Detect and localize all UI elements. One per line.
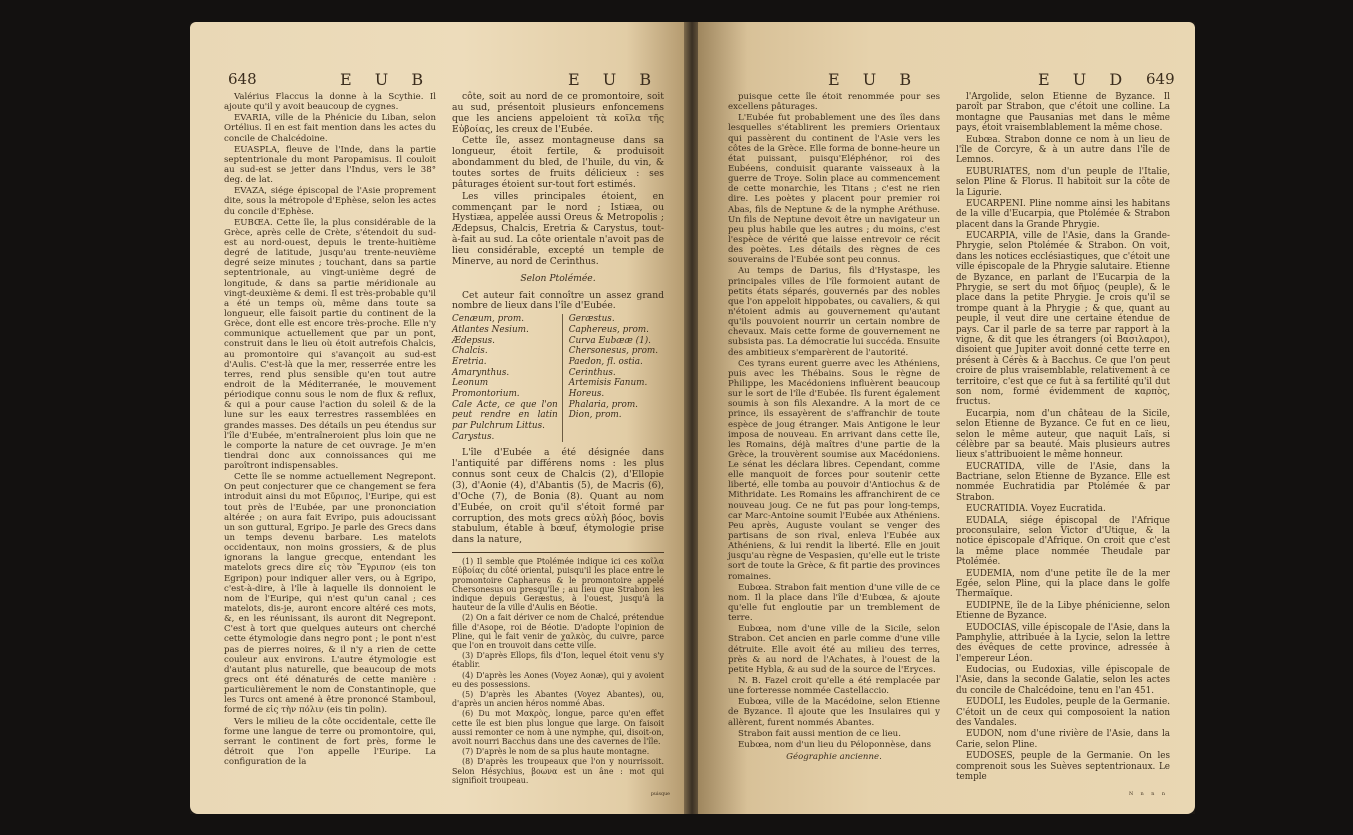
- paragraph: EUDALA, siége épiscopal de l'Afrique proconsulaire, selon Victor d'Utique, & la notice épiscopale d'Afrique. On croit que c'est la même place nommée Theudale par Ptolémée.: [956, 515, 1170, 568]
- running-head: E U B: [568, 70, 661, 89]
- paragraph: Cette île, assez montagneuse dans sa longueur, étoit fertile, & produisoit abondamment du bled, de l'huile, du vin, & toutes sortes de fruits délicieux : ses pâturages étoient sur-tout fort estimés.: [452, 135, 664, 190]
- paragraph: EUDIPNE, île de la Libye phénicienne, selon Etienne de Byzance.: [956, 600, 1170, 622]
- text-column: [452, 92, 664, 786]
- place-name: Leonum Promontorium.: [452, 378, 520, 400]
- paragraph: EUCRATIDIA. Voyez Eucratida.: [966, 504, 1106, 515]
- signature-mark: N n n n: [1128, 792, 1168, 797]
- paragraph: EUDEMIA, nom d'une petite île de la mer Egée, selon Pline, qui la place dans le golfe Thermaïque.: [956, 568, 1170, 600]
- paragraph: N. B. Fazel croit qu'elle a été remplacée par une forteresse nommée Castellaccio.: [728, 676, 940, 697]
- paragraph: Strabon fait aussi mention de ce lieu.: [738, 728, 901, 739]
- place-name: Cerinthus.: [568, 367, 616, 378]
- place-name: Carystus.: [452, 431, 495, 442]
- place-name: Cale Acte, ce que l'on peut rendre en latin par Pulchrum Littus.: [452, 399, 558, 432]
- place-name: Paedon, fl. ostia.: [568, 357, 643, 368]
- paragraph: Eucarpia, nom d'un château de la Sicile, selon Etienne de Byzance. Ce fut en ce lieu, selon le même auteur, que naquit Laïs, si célèbre par sa beauté. Mais plusieurs autres lieux s'attribuoient le même honneur.: [956, 408, 1170, 461]
- running-head: E U B: [340, 70, 433, 89]
- places-column-right: [562, 314, 664, 442]
- footnote: (2) On a fait dériver ce nom de Chalcé, prétendue fille d'Asope, roi de Béotie. D'adopte l'opinion de Pline, qui le fait venir de χαλκὸς, du cuivre, parce que l'on en trouvoit dans cette ville.: [452, 613, 664, 650]
- text-column: [956, 92, 1170, 783]
- place-name: Caphereus, prom.: [568, 325, 649, 335]
- place-name: Ædepsus.: [452, 335, 495, 346]
- page-footer: Géographie ancienne.: [786, 752, 882, 762]
- paragraph: EUDOSES, peuple de la Germanie. On les comprenoit sous les Suèves septentrionaux. Le temple: [956, 751, 1170, 782]
- paragraph: Cette île se nomme actuellement Negrepont. On peut conjecturer que ce changement se fera introduit ainsi du mot Εὔριπος, l'Euripe, qui est tout près de l'Eubée, par une prononciation altérée ; on aura fait Evripo, puis adoucissant un son guttural, Egripo. Je parle des Grecs dans un temps devenu barbare. Les matelots occidentaux, non moins grossiers, & de plus ignorans la langue grecque, entendant les matelots grecs dire εἰς τὸν Ἔγριπον (eis ton Egripon) pour indiquer aller vers, ou à Egripo, c'est-à-dire, à l'île à laquelle ils donnoient le nom de l'Euripe, qui n'est qu'un canal ; ces matelots, dis-je, auront encore altéré ces mots, &, en les réunissant, ils auront dit Negrepont. C'est à tort que quelques auteurs ont cherché cette étymologie dans negro pont ; le pont n'est pas de pierres noires, & il n'y a rien de cette couleur aux environs. L'autre étymologie est d'autant plus naturelle, que beaucoup de mots grecs ont été dénaturés de cette manière : particulièrement le nom de Constantinople, que les Turcs ont amené à être prononcé Stamboul, formé de εἰς τὴν πόλιν (eis tin polin).: [224, 472, 436, 716]
- section-title: Selon Ptolémée.: [520, 272, 596, 284]
- paragraph: Eubœa, nom d'un lieu du Péloponnèse, dans: [738, 739, 932, 750]
- paragraph: Eubœa. Strabon donne ce nom à un lieu de l'île de Corcyre, & à un autre dans l'île de Lemnos.: [956, 134, 1170, 166]
- footnote-divider: [452, 552, 664, 553]
- paragraph: côte, soit au nord de ce promontoire, soit au sud, présentoit plusieurs enfoncemens que les anciens appeloient τὰ κοῖλα τῆς Εὐβοίας, les creux de l'Eubée.: [452, 91, 664, 135]
- paragraph: l'Argolide, selon Etienne de Byzance. Il paroît par Strabon, que c'étoit une colline. La montagne que Pausanias met dans le même pays, étoit vraisemblablement la même chose.: [956, 92, 1170, 134]
- place-name: Chersonesus, prom.: [568, 346, 659, 357]
- place-name: Atlantes Nesium.: [452, 325, 529, 335]
- paragraph: puisque cette île étoit renommée pour ses excellens pâturages.: [728, 92, 940, 113]
- place-name: Amarynthus.: [452, 367, 510, 378]
- place-name: Cenæum, prom.: [452, 314, 524, 325]
- paragraph: EUDOCIAS, ville épiscopale de l'Asie, dans la Pamphylie, attribuée à la Lycie, selon la lettre des évêques de cette province, adressée à l'empereur Léon.: [956, 622, 1170, 664]
- place-name: Chalcis.: [452, 346, 488, 357]
- place-name: Eretria.: [452, 357, 487, 368]
- paragraph: Eubœa. Strabon fait mention d'une ville de ce nom. Il la place dans l'île d'Eubœa, & ajoute qu'elle fut engloutie par un tremblement de terre.: [728, 582, 940, 624]
- paragraph: Au temps de Darius, fils d'Hystaspe, les principales villes de l'île formoient autant de petits états séparés, gouvernés par des nobles que l'on appeloit hippobates, ou cavaliers, & qui n'étoient admis au gouvernement qu'autant qu'ils pouvoient nourrir un certain nombre de chevaux. Mais cette forme de gouvernement ne subsista pas. La démocratie lui succéda. Ensuite des ambitieux s'emparèrent de l'autorité.: [728, 266, 940, 358]
- paragraph: EUCRATIDA, ville de l'Asie, dans la Bactriane, selon Etienne de Byzance. Elle est nommée Euchratidia par Ptolémée & par Strabon.: [956, 461, 1170, 503]
- paragraph: EUDOLI, les Eudoles, peuple de la Germanie. C'étoit un de ceux qui composoient la nation des Vandales.: [956, 697, 1170, 729]
- footnote: (3) D'après Ellops, fils d'Ion, lequel étoit venu s'y établir.: [452, 651, 664, 670]
- paragraph: L'île d'Eubée a été désignée dans l'antiquité par différens noms : les plus connus sont ceux de Chalcis (2), d'Ellopie (3), d'Aonie (4), d'Abantis (5), de Macris (6), d'Oche (7), de Bonia (8). Quant au nom d'Eubée, on croit qu'il s'étoit formé par corruption, des mots grecs αὐλὴ βόος, bovis stabulum, étable à bœuf, étymologie prise dans la nature,: [452, 447, 664, 546]
- paragraph: Cet auteur fait connoître un assez grand nombre de lieux dans l'île d'Eubée.: [452, 289, 664, 312]
- place-name: Artemisis Fanum.: [568, 378, 648, 389]
- paragraph: EVAZA, siége épiscopal de l'Asie proprement dite, sous la métropole d'Ephèse, selon les actes du concile d'Ephèse.: [224, 186, 436, 217]
- footnote: (4) D'après les Aones (Voyez Aonæ), qui y avoient eu des possessions.: [452, 670, 664, 689]
- paragraph: L'Eubée fut probablement une des îles dans lesquelles s'établirent les premiers Orientaux qui passèrent du continent de l'Asie vers les côtes de la Grèce. Elle forma de bonne-heure un état puissant, puisqu'Eléphénor, roi des Eubéens, conduisit quarante vaisseaux à la guerre de Troye. Solin place au commencement de cette monarchie, les Titans ; c'est ne rien dire. Les poètes y placent pour premier roi Abas, fils de Neptune & de la nymphe Aréthuse. Un fils de Neptune devoit être un navigateur un peu plus habile que les autres ; du moins, c'est l'espèce de vérité que laisse entrevoir ce récit des poètes. Les détails des règnes de ces souverains de l'Eubée sont peu connus.: [728, 113, 940, 266]
- paragraph: EVARIA, ville de la Phénicie du Liban, selon Ortélius. Il en est fait mention dans les actes du concile de Chalcédoine.: [224, 113, 436, 144]
- places-table: [452, 314, 664, 442]
- paragraph: EUBURIATES, nom d'un peuple de l'Italie, selon Pline & Florus. Il habitoit sur la côte de la Ligurie.: [956, 166, 1170, 198]
- place-name: Phalaria, prom.: [568, 399, 638, 410]
- book-spread: [190, 22, 1195, 814]
- paragraph: Vers le milieu de la côte occidentale, cette île forme une langue de terre ou promontoire, qui, serrant le continent de fort près, forme le détroit que l'on appelle l'Euripe. La configuration de la: [224, 716, 436, 768]
- paragraph: Eubœa, ville de la Macédoine, selon Etienne de Byzance. Il ajoute que les Insulaires qui y allèrent, furent nommés Abantes.: [728, 697, 940, 728]
- footnote: (6) Du mot Μακρὸς, longue, parce qu'en effet cette île est bien plus longue que large. On faisoit aussi remonter ce nom à une nymphe, qui, disoit-on, avoit nourri Bacchus dans une des cavernes de l'île.: [452, 709, 664, 746]
- footnote: (1) Il semble que Ptolémée indique ici ces κοῖλα Εὐβοίας du côté oriental, puisqu'il les place entre le promontoire Caphareus & le promontoire appelé Chersonesus ou presqu'île ; au lieu que Strabon les indique depuis Geræstus, à l'ouest, jusqu'à la hauteur de la ville d'Aulis en Béotie.: [452, 557, 664, 613]
- paragraph: Eudocias, ou Eudoxias, ville épiscopale de l'Asie, dans la seconde Galatie, selon les actes du concile de Chalcédoine, tenu en l'an 451.: [956, 665, 1170, 696]
- footnote: (5) D'après les Abantes (Voyez Abantes), ou, d'après un ancien héros nommé Abas.: [452, 689, 664, 709]
- paragraph: EUDON, nom d'une rivière de l'Asie, dans la Carie, selon Pline.: [956, 729, 1170, 750]
- page-number: 648: [228, 70, 257, 88]
- footnote: (7) D'après le nom de sa plus haute montagne.: [462, 747, 650, 757]
- page-number: 649: [1146, 70, 1175, 88]
- running-head: E U B: [828, 70, 921, 89]
- paragraph: Ces tyrans eurent guerre avec les Athéniens, puis avec les Thébains. Sous le règne de Philippe, les Macédoniens influèrent beaucoup sur le sort de l'île d'Eubée. Ils furent également soumis à son fils Alexandre. A la mort de ce prince, ils essayèrent de s'affranchir de toute espèce de joug étranger. Mais Antigone le leur imposa de nouveau. En arrivant dans cette île, les Romains, déjà maîtres d'une partie de la Grèce, la trouvèrent soumise aux Macédoniens. Le sénat les déclara libres. Cependant, comme elle manquoit de forces pour soutenir cette liberté, elle tomba au pouvoir d'Antiochus & de Mithridate. Les Romains les affranchirent de ce nouveau joug. Ce ne fut pas pour long-temps, car Marc-Antoine soumit l'Eubée aux Athéniens. Peu après, Auguste voulant se venger des partisans de son rival, enleva l'Eubée aux Athéniens, & lui rendit la liberté. Elle en jouit jusqu'au règne de Vespasien, qu'elle eut le triste sort de toute la Grèce, & fit partie des provinces romaines.: [728, 358, 940, 582]
- place-name: Geræstus.: [568, 314, 615, 325]
- catchword: puisque: [650, 792, 670, 797]
- paragraph: Les villes principales étoient, en commençant par le nord ; Istiæa, ou Hystiæa, appelée aussi Oreus & Metropolis ; Ædepsus, Chalcis, Eretria & Carystus, tout-à-fait au sud. La côte orientale n'avoit pas de lieu considérable, excepté un temple de Minerve, au nord de Cerinthus.: [452, 190, 664, 267]
- paragraph: EUBŒA. Cette île, la plus considérable de la Grèce, après celle de Crète, s'étendoit du sud-est au nord-ouest, depuis le trente-huitième degré de latitude, jusqu'au trente-neuvième degré seize minutes ; touchant, dans sa partie septentrionale, au vingt-unième degré de longitude, & dans sa partie méridionale au vingt-deuxième & demi. Il est très-probable qu'il a été un temps où, même dans toute sa longueur, elle faisoit partie du continent de la Grèce, dont elle est encore très-proche. Elle n'y communique actuellement que par un pont, construit dans le lieu où étoit autrefois Chalcis, au promontoire qui s'avançoit au sud-est d'Aulis. C'est-là que la mer, resserrée entre les terres, rend plus sensible qu'en tout autre endroit de la Méditerranée, le mouvement périodique connu sous le nom de flux & reflux, & qui a pour cause l'action du soleil & de la lune sur les eaux terrestres rassemblées en grandes masses. Des détails un peu étendus sur l'île d'Eubée, m'entraîneroient plus loin que ne le comporte la nature de cet ouvrage. Je m'en tiendrai donc aux connoissances qui me paroîtront indispensables.: [224, 217, 436, 472]
- paragraph: EUCARPENI. Pline nomme ainsi les habitans de la ville d'Eucarpia, que Ptolémée & Strabon placent dans la Grande Phrygie.: [956, 198, 1170, 230]
- left-page: [190, 22, 686, 814]
- paragraph: EUCARPIA, ville de l'Asie, dans la Grande-Phrygie, selon Ptolémée & Strabon. On voit, dans les notices ecclésiastiques, que c'étoit une ville épiscopale de la Phrygie salutaire. Etienne de Byzance, en parlant de l'Eucarpia de la Phrygie, se sert du mot δῆμος (peuple), & le place dans la petite Phrygie. Je crois qu'il se trompe quant à la Phrygie ; & que, quant au peuple, il veut dire une certaine étendue de pays. Car il parle de sa terre par rapport à la vigne, & dit que les étrangers (οἱ Βασιλαροι), disoient que Jupiter avoit donné cette terre en présent à Cérès & à Bacchus. Ce que l'on peut croire de plus vraisemblable, relativement à ce territoire, c'est que ce fut à sa fertilité qu'il dut son nom, formé évidemment de καρπὸς, fructus.: [956, 231, 1170, 408]
- paragraph: EUASPLA, fleuve de l'Inde, dans la partie septentrionale du mont Paropamisus. Il couloit au sud-est se jetter dans l'Indus, vers le 38° deg. de lat.: [224, 144, 436, 186]
- text-column: [728, 92, 940, 768]
- place-name: Horeus.: [568, 389, 605, 400]
- right-page: [698, 22, 1195, 814]
- footnote: (8) D'après les troupeaux que l'on y nourrissoit. Selon Hésychius, βοωνα est un âne : mot qui signifioit troupeau.: [452, 757, 664, 785]
- place-name: Curva Eubææ (1).: [568, 335, 651, 346]
- place-name: Dion, prom.: [568, 410, 622, 421]
- paragraph: Eubœa, nom d'une ville de la Sicile, selon Strabon. Cet ancien en parle comme d'une ville détruite. Elle avoit été au milieu des terres, près & au nord de l'Achates, à l'ouest de la petite Hybla, & au sud de la source de l'Eryces.: [728, 624, 940, 675]
- paragraph: Valérius Flaccus la donne à la Scythie. Il ajoute qu'il y avoit beaucoup de cygnes.: [224, 92, 436, 113]
- text-column: [224, 92, 436, 768]
- running-head: E U D: [1038, 70, 1132, 89]
- places-column-left: [452, 314, 562, 442]
